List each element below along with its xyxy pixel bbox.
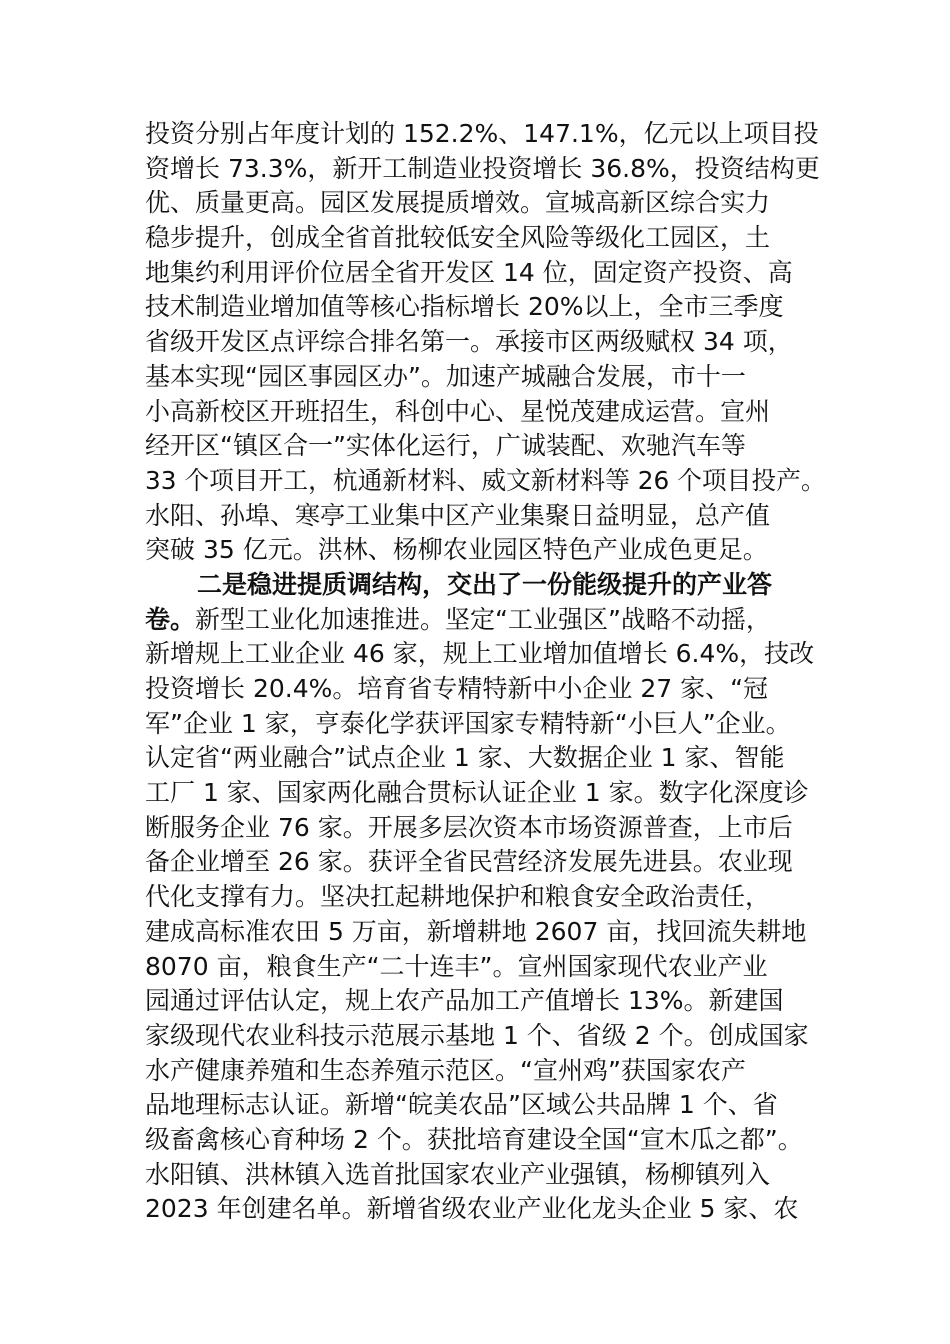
text-line: 2023 年创建名单。新增省级农业产业化龙头企业 5 家、农	[145, 1194, 799, 1224]
section-heading-end: 卷。	[145, 604, 196, 634]
text-line: 投资增长 20.4%。培育省专精特新中小企业 27 家、“冠	[145, 674, 769, 703]
text-line: 突破 35 亿元。洪林、杨柳农业园区特色产业成色更足。	[145, 535, 768, 565]
text-line: 家级现代农业科技示范展示基地 1 个、省级 2 个。创成国家	[145, 1020, 809, 1050]
text-line: 33 个项目开工，杭通新材料、威文新材料等 26 个项目投产。	[145, 465, 826, 495]
text-line: 备企业增至 26 家。获评全省民营经济发展先进县。农业现	[145, 847, 793, 877]
text-line: 水产健康养殖和生态养殖示范区。“宣州鸡”获国家农产	[145, 1055, 746, 1085]
text-line: 优、质量更高。园区发展提质增效。宣城高新区综合实力	[145, 188, 771, 218]
text-run: 新型工业化加速推进。坚定“工业强区”战略不动摇，	[195, 604, 771, 634]
text-line: 资增长 73.3%，新开工制造业投资增长 36.8%，投资结构更	[145, 153, 820, 183]
text-line: 省级开发区点评综合排名第一。承接市区两级赋权 34 项，	[145, 327, 793, 357]
text-line: 地集约利用评价位居全省开发区 14 位，固定资产投资、高	[145, 257, 793, 287]
body-text	[145, 117, 825, 1227]
text-line: 技术制造业增加值等核心指标增长 20%以上，全市三季度	[145, 292, 784, 322]
text-line: 断服务企业 76 家。开展多层次资本市场资源普查，上市后	[145, 812, 793, 842]
text-line: 军”企业 1 家，亨泰化学获评国家专精特新“小巨人”企业。	[145, 708, 791, 738]
text-line: 投资分别占年度计划的 152.2%、147.1%，亿元以上项目投	[145, 119, 819, 148]
text-line: 水阳、孙埠、寒亭工业集中区产业集聚日益明显，总产值	[145, 500, 771, 530]
text-line: 基本实现“园区事园区办”。加速产城融合发展，市十一	[145, 361, 746, 391]
text-line: 水阳镇、洪林镇入选首批国家农业产业强镇，杨柳镇列入	[145, 1159, 771, 1189]
text-line: 工厂 1 家、国家两化融合贯标认证企业 1 家。数字化深度诊	[145, 778, 809, 808]
text-line: 级畜禽核心育种场 2 个。获批培育建设全国“宣木瓜之都”。	[145, 1124, 803, 1154]
text-line: 园通过评估认定，规上农产品加工产值增长 13%。新建国	[145, 986, 784, 1016]
text-line: 品地理标志认证。新增“皖美农品”区域公共品牌 1 个、省	[145, 1090, 778, 1120]
section-heading-continuation	[145, 603, 825, 638]
text-line: 8070 亩，粮食生产“二十连丰”。宣州国家现代农业产业	[145, 951, 768, 981]
text-line: 新增规上工业企业 46 家，规上工业增加值增长 6.4%，技改	[145, 639, 815, 669]
text-line: 代化支撑有力。坚决扛起耕地保护和粮食安全政治责任，	[145, 882, 771, 912]
text-line: 建成高标准农田 5 万亩，新增耕地 2607 亩，找回流失耕地	[145, 916, 807, 946]
text-line: 稳步提升，创成全省首批较低安全风险等级化工园区，土	[145, 223, 771, 253]
section-heading-line: 二是稳进提质调结构，交出了一份能级提升的产业答	[197, 569, 773, 599]
text-line: 经开区“镇区合一”实体化运行，广诚装配、欢驰汽车等	[145, 431, 746, 461]
text-line: 认定省“两业融合”试点企业 1 家、大数据企业 1 家、智能	[145, 743, 785, 773]
text-line: 小高新校区开班招生，科创中心、星悦茂建成运营。宣州	[145, 396, 771, 426]
